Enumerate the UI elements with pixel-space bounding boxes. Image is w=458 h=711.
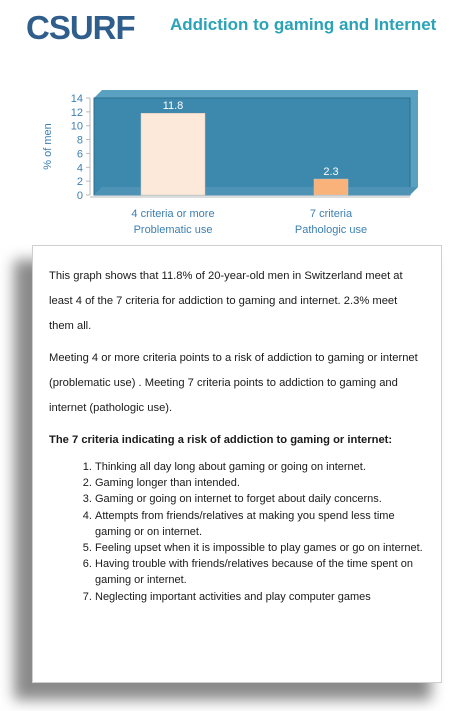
- criteria-item: 1. Thinking all day long about gaming or going on internet.: [95, 459, 425, 475]
- y-tick-label: 4: [76, 162, 83, 175]
- criteria-item: 6. Having trouble with friends/relatives because of the time spent on gaming or internet.: [95, 556, 425, 588]
- criteria-item: 3. Gaming or going on internet to forget about daily concerns.: [95, 491, 425, 507]
- bar-value-label: 2.3: [323, 166, 339, 179]
- bar: [141, 113, 205, 195]
- y-tick-label: 6: [76, 148, 83, 161]
- bar-value-label: 11.8: [162, 100, 184, 113]
- criteria-item: 5. Feeling upset when it is impossible to play games or go on internet.: [95, 540, 425, 556]
- y-axis-label: % of men: [42, 123, 54, 170]
- summary-paragraph: This graph shows that 11.8% of 20-year-old men in Switzerland meet at least 4 of the 7 criteria for addiction to gaming and internet. 2.3% meet them all.: [49, 270, 403, 332]
- criteria-list: [49, 459, 425, 605]
- criteria-item: 7. Neglecting important activities and play computer games: [95, 589, 425, 605]
- x-category-label: 4 criteria or more: [131, 208, 215, 220]
- y-tick-label: 12: [70, 106, 83, 119]
- bar-chart: [0, 0, 458, 245]
- page-title: Addiction to gaming and Internet: [170, 15, 437, 34]
- criteria-item: 4. Attempts from friends/relatives at making you spend less time gaming or on internet.: [95, 508, 425, 540]
- criteria-heading: The 7 criteria indicating a risk of addiction to gaming or internet:: [49, 434, 393, 446]
- bar: [314, 179, 348, 195]
- x-category-label: Problematic use: [133, 224, 213, 236]
- y-tick-label: 14: [70, 93, 83, 105]
- y-tick-label: 0: [76, 190, 83, 202]
- y-tick-label: 8: [76, 134, 83, 147]
- y-tick-label: 10: [70, 120, 83, 133]
- description-card: [32, 245, 442, 683]
- interpretation-paragraph: Meeting 4 or more criteria points to a risk of addiction to gaming or internet (problematic use) . Meeting 7 criteria points to addiction to gaming and internet (pathologic use).: [49, 352, 418, 414]
- x-category-label: 7 criteria: [309, 208, 353, 220]
- criteria-item: 2. Gaming longer than intended.: [95, 475, 425, 491]
- csurf-logo: CSURF: [26, 9, 135, 46]
- x-category-label: Pathologic use: [294, 224, 368, 236]
- y-tick-label: 2: [76, 176, 83, 189]
